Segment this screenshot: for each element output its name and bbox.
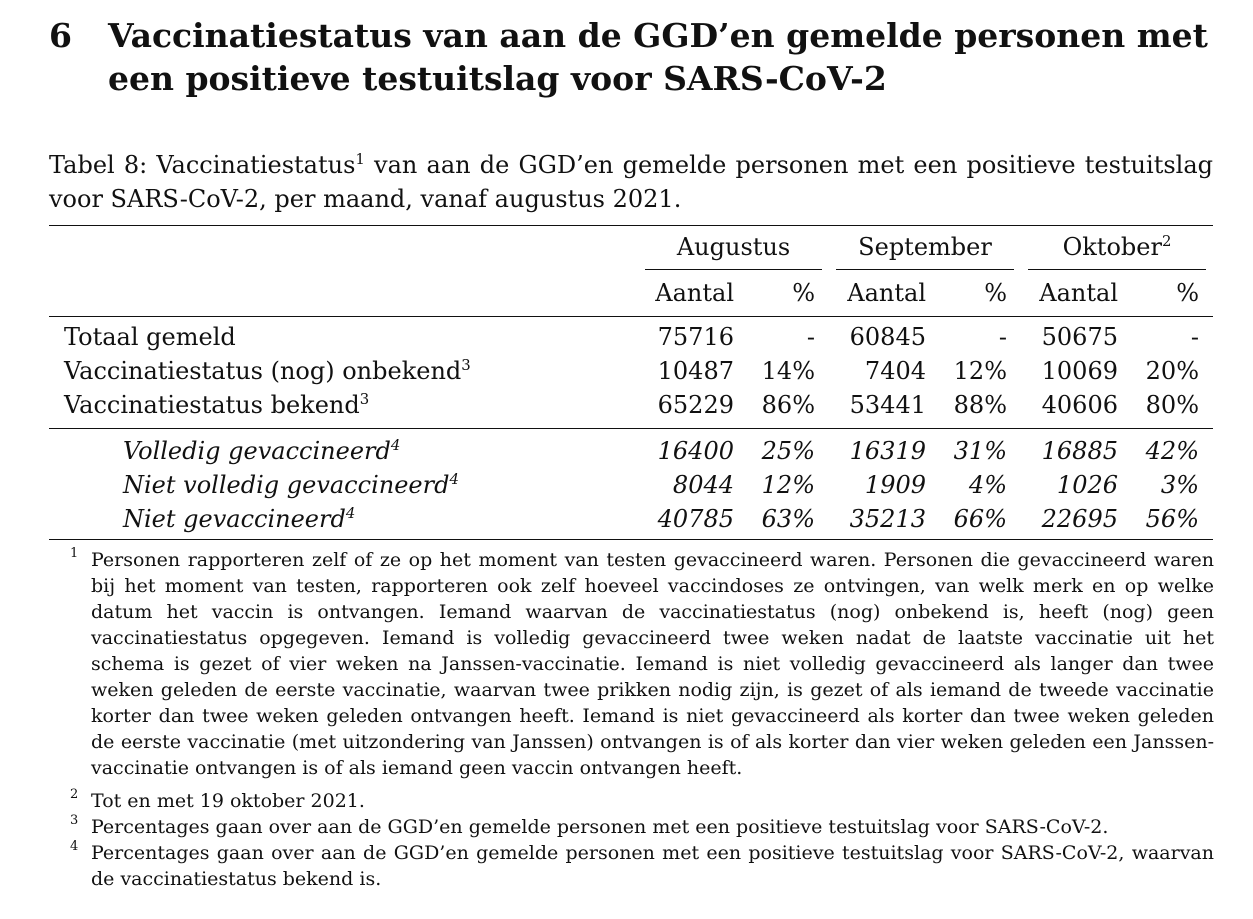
cell-count: 40606 xyxy=(1041,391,1118,419)
cell-percent: - xyxy=(998,323,1007,351)
footnote-2 xyxy=(70,788,1215,814)
cmidrule-september xyxy=(836,269,1014,270)
cell-count: 35213 xyxy=(849,505,926,533)
cell-percent: 86% xyxy=(761,391,815,419)
caption-footnote-ref: 1 xyxy=(355,150,365,168)
row-label: Totaal gemeld xyxy=(64,323,236,351)
cell-percent: 20% xyxy=(1145,357,1199,385)
subheader-aantal: Aantal xyxy=(847,279,926,307)
cmidrule-oktober xyxy=(1028,269,1206,270)
cell-count: 10487 xyxy=(657,357,734,385)
footnote-mark: 2 xyxy=(70,787,79,802)
cell-percent: 56% xyxy=(1145,505,1199,533)
footnote-text: Tot en met 19 oktober 2021. xyxy=(91,790,365,812)
cell-percent: 4% xyxy=(968,471,1007,499)
subheader-aantal: Aantal xyxy=(1039,279,1118,307)
cell-count: 1026 xyxy=(1056,471,1118,499)
subheader-percent: % xyxy=(792,279,815,307)
cell-count: 10069 xyxy=(1041,357,1118,385)
cell-count: 60845 xyxy=(849,323,926,351)
row-label: Volledig gevaccineerd$^4$ xyxy=(123,436,401,465)
cell-percent: 12% xyxy=(953,357,1007,385)
cell-count: 75716 xyxy=(657,323,734,351)
cell-count: 1909 xyxy=(864,471,926,499)
cell-count: 16400 xyxy=(657,437,734,465)
footnote-mark: 4 xyxy=(70,839,79,854)
cell-percent: 42% xyxy=(1145,437,1199,465)
cell-count: 53441 xyxy=(849,391,926,419)
cell-count: 40785 xyxy=(657,505,734,533)
table-bottom-rule xyxy=(49,539,1213,540)
cell-percent: 14% xyxy=(761,357,815,385)
cell-percent: - xyxy=(806,323,815,351)
cell-count: 22695 xyxy=(1041,505,1118,533)
caption-text: van aan de GGD’en gemelde personen met een positieve testuitslag voor SARS-CoV-2, per maand, vanaf augustus 2021. xyxy=(49,151,1213,213)
footnote-mark: 1 xyxy=(70,546,79,561)
row-label: Vaccinatiestatus bekend$^3$ xyxy=(64,390,370,419)
subheader-aantal: Aantal xyxy=(655,279,734,307)
cell-count: 7404 xyxy=(864,357,926,385)
section-number: 6 xyxy=(49,16,72,55)
header-rule xyxy=(49,316,1213,317)
cell-count: 50675 xyxy=(1041,323,1118,351)
cell-percent: 80% xyxy=(1145,391,1199,419)
cell-count: 16319 xyxy=(849,437,926,465)
footnote-mark: 3 xyxy=(70,813,79,828)
caption-prefix: Tabel 8: Vaccinatiestatus xyxy=(49,151,356,179)
section-title: Vaccinatiestatus van aan de GGD’en gemelde personen met een positieve testuitslag voor SARS-CoV-2 xyxy=(108,16,1208,98)
header-month-augustus: Augustus xyxy=(676,233,791,261)
cell-percent: 12% xyxy=(761,471,815,499)
row-label: Niet gevaccineerd$^4$ xyxy=(123,504,356,533)
cell-percent: 31% xyxy=(953,437,1007,465)
footnote-text: Percentages gaan over aan de GGD’en gemelde personen met een positieve testuitslag voor SARS-CoV-2, waarvan de vaccinatiestatus bekend is. xyxy=(91,842,1214,890)
cmidrule-augustus xyxy=(645,269,822,270)
subheader-percent: % xyxy=(984,279,1007,307)
mid-rule xyxy=(49,428,1213,429)
header-month-oktober: Oktober$^2$ xyxy=(1062,232,1172,261)
row-label: Niet volledig gevaccineerd$^4$ xyxy=(123,470,459,499)
table-top-rule xyxy=(49,225,1213,226)
row-label: Vaccinatiestatus (nog) onbekend$^3$ xyxy=(64,356,471,385)
cell-percent: 3% xyxy=(1160,471,1199,499)
footnote-text: Percentages gaan over aan de GGD’en gemelde personen met een positieve testuitslag voor SARS-CoV-2. xyxy=(91,816,1109,838)
cell-count: 8044 xyxy=(672,471,734,499)
footnote-4 xyxy=(70,840,1215,892)
footnote-3 xyxy=(70,814,1215,840)
header-month-september: September xyxy=(858,233,992,261)
subheader-percent: % xyxy=(1176,279,1199,307)
table-caption xyxy=(49,148,1213,216)
cell-percent: 63% xyxy=(761,505,815,533)
cell-percent: 66% xyxy=(953,505,1007,533)
footnote-text: Personen rapporteren zelf of ze op het moment van testen gevaccineerd waren. Personen die gevaccineerd waren bij het moment van testen, rapporteren ook zelf hoeveel vaccindoses ze ontvingen, van welk merk en op welke datum het vaccin is ontvangen. Iemand waarvan de vaccinatiestatus (nog) onbekend is, heeft (nog) geen vaccinatiestatus opgegeven. Iemand is volledig gevaccineerd twee weken nadat de laatste vaccinatie uit het schema is gezet of vier weken na Janssen-vaccinatie. Iemand is niet volledig gevaccineerd als langer dan twee weken geleden de eerste vaccinatie, waarvan twee prikken nodig zijn, is gezet of als iemand de tweede vaccinatie korter dan twee weken geleden ontvangen heeft. Iemand is niet gevaccineerd als korter dan twee weken geleden de eerste vaccinatie (met uitzondering van Janssen) ontvangen is of als korter dan vier weken geleden een Janssen-vaccinatie ontvangen is of als iemand geen vaccin ontvangen heeft. xyxy=(91,549,1214,779)
cell-count: 65229 xyxy=(657,391,734,419)
cell-percent: - xyxy=(1190,323,1199,351)
cell-percent: 25% xyxy=(761,437,815,465)
cell-count: 16885 xyxy=(1041,437,1118,465)
cell-percent: 88% xyxy=(953,391,1007,419)
footnote-1 xyxy=(70,547,1215,787)
